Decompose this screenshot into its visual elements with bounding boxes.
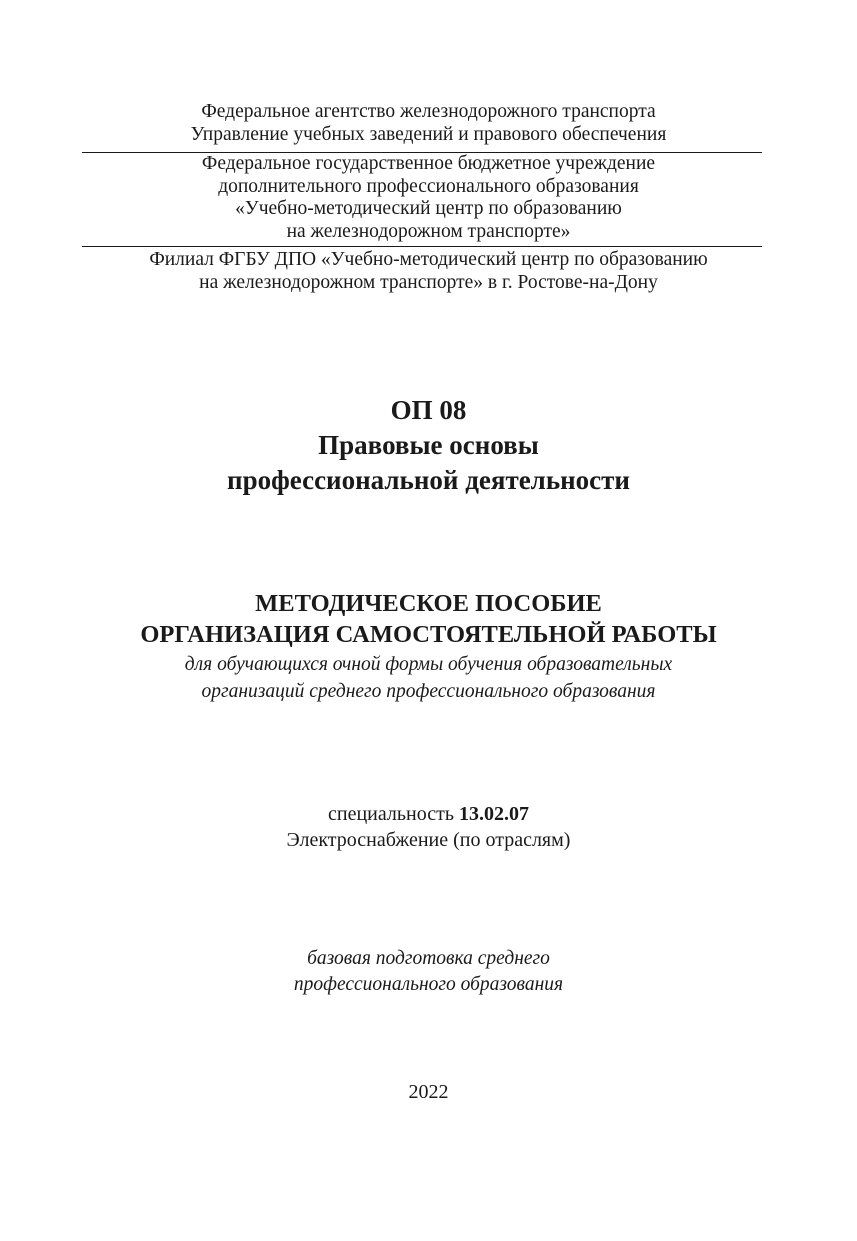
discipline-code xyxy=(0,392,857,428)
agency-header xyxy=(0,101,857,146)
agency-department: Управление учебных заведений и правового обеспечения xyxy=(190,123,667,145)
specialty xyxy=(0,801,857,853)
specialty-name: Электроснабжение (по отраслям) xyxy=(286,829,571,851)
manual-title-line-1: МЕТОДИЧЕСКОЕ ПОСОБИЕ xyxy=(255,590,602,617)
manual-subtitle-line-2: организаций среднего профессионального образования xyxy=(201,681,656,702)
training-level xyxy=(0,946,857,998)
institution-header xyxy=(0,153,857,243)
institution-line-1: Федеральное государственное бюджетное учреждение xyxy=(201,153,656,174)
specialty-code: 13.02.07 xyxy=(458,803,529,825)
branch-line-1: Филиал ФГБУ ДПО «Учебно-методический центр по образованию xyxy=(149,249,708,270)
header-divider-2 xyxy=(82,246,762,247)
year-text: 2022 xyxy=(408,1081,449,1103)
institution-line-2: дополнительного профессионального образования xyxy=(218,175,639,197)
institution-line-3: «Учебно-методический центр по образованию xyxy=(235,198,622,219)
branch-header xyxy=(0,249,857,294)
manual-title xyxy=(0,588,857,650)
manual-title-line-2: ОРГАНИЗАЦИЯ САМОСТОЯТЕЛЬНОЙ РАБОТЫ xyxy=(140,621,717,648)
training-level-line-2: профессионального образования xyxy=(293,974,564,995)
specialty-line xyxy=(0,801,857,827)
discipline-code-text: ОП 08 xyxy=(390,395,467,425)
branch-line-2: на железнодорожном транспорте» в г. Ростове-на-Дону xyxy=(199,271,658,293)
discipline-title xyxy=(0,428,857,498)
manual-subtitle xyxy=(0,651,857,705)
training-level-line-1: базовая подготовка среднего xyxy=(307,948,550,969)
discipline-title-line-1: Правовые основы xyxy=(318,430,539,460)
publication-year xyxy=(0,1079,857,1105)
discipline-title-line-2: профессиональной деятельности xyxy=(227,465,630,495)
agency-name: Федеральное агентство железнодорожного транспорта xyxy=(201,101,656,122)
specialty-label: специальность xyxy=(328,803,454,825)
institution-line-4: на железнодорожном транспорте» xyxy=(286,220,571,242)
manual-subtitle-line-1: для обучающихся очной формы обучения образовательных xyxy=(184,654,673,675)
